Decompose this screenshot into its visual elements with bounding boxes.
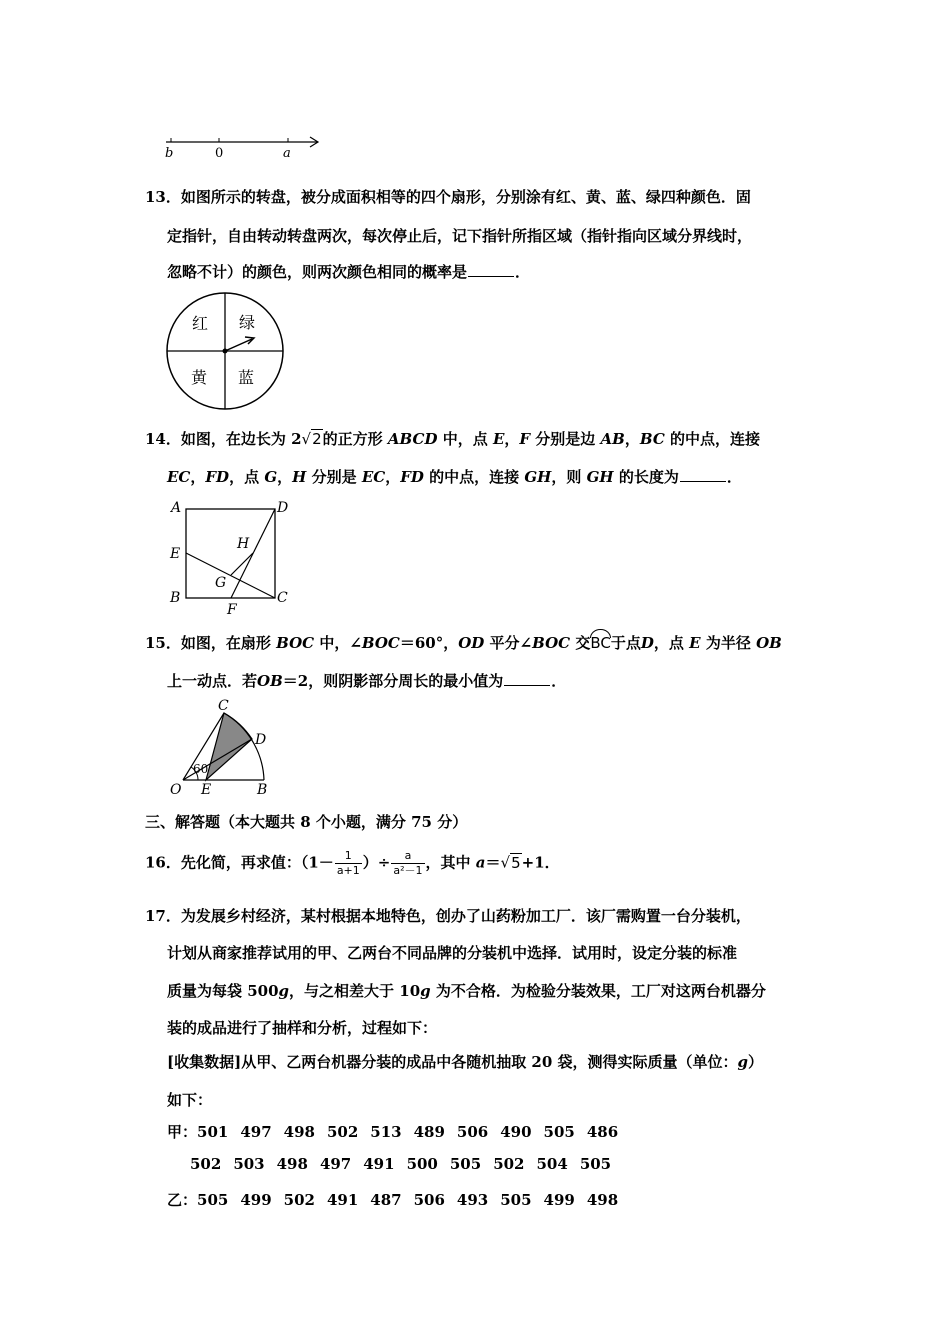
fraction-1: $\frac{1}{a+1}$	[336, 849, 360, 877]
yi-row-1: 乙：505 499 502 491 487 506 493 505 499 498	[167, 1191, 619, 1209]
label-D: D	[255, 732, 267, 748]
q14-line2: EC，FD，点 G，H 分别是 EC，FD 的中点，连接 GH，则 GH 的长度为 ．	[167, 468, 742, 486]
label-b: b	[165, 146, 174, 161]
answer-blank[interactable]	[504, 673, 550, 686]
q15-line2: 上一动点．若OB＝2，则阴影部分周长的最小值为 ．	[167, 672, 567, 690]
yi-label: 乙：	[167, 1191, 198, 1209]
label-F: F	[227, 602, 237, 618]
label-B: B	[257, 782, 268, 798]
sector-blue: 蓝	[238, 368, 255, 387]
angle-60: 60	[193, 762, 209, 776]
q13-line3	[167, 261, 530, 282]
jia-row-1: 甲：501 497 498 502 513 489 506 490 505 486	[167, 1123, 619, 1141]
sqrt-5: √5	[500, 853, 521, 872]
label-D: D	[277, 500, 289, 516]
sector-yellow: 黄	[191, 368, 208, 387]
label-B: B	[170, 590, 181, 606]
arc-bc: BC	[590, 634, 611, 652]
sector-figure	[165, 696, 280, 798]
q14-text: 14．如图，在边长为 2	[145, 430, 302, 448]
number-line-figure	[160, 132, 330, 164]
jia-label: 甲：	[167, 1123, 198, 1141]
answer-blank[interactable]	[468, 264, 514, 277]
section-3-heading: 三、解答题（本大题共 8 个小题，满分 75 分）	[145, 813, 468, 831]
q17-line5: [收集数据]从甲、乙两台机器分装的成品中各随机抽取 20 袋，测得实际质量（单位：g）	[167, 1053, 764, 1071]
q13-line2: 定指针，自由转动转盘两次，每次停止后，记下指针所指区域（指针指向区域分界线时，	[167, 227, 753, 245]
q17-line1: 17．为发展乡村经济，某村根据本地特色，创办了山药粉加工厂．该厂需购置一台分装机，	[145, 907, 751, 925]
label-E: E	[170, 546, 181, 562]
label-A: A	[171, 500, 182, 516]
jia-row-2: 502 503 498 497 491 500 505 502 504 505	[190, 1155, 612, 1173]
sqrt-2: √2	[301, 430, 322, 448]
q15-line1: 15．如图，在扇形 BOC 中，∠BOC＝60°，OD 平分∠BOC 交BC于点D，点 E 为半径 OB	[145, 634, 782, 652]
label-a: a	[283, 146, 291, 161]
label-C: C	[218, 698, 229, 714]
q13-line1: 13．如图所示的转盘，被分成面积相等的四个扇形，分别涂有红、黄、蓝、绿四种颜色．固	[145, 188, 751, 206]
q14-line1: 14．如图，在边长为 2√2的正方形 ABCD 中，点 E，F 分别是边 AB，BC 的中点，连接	[145, 430, 761, 448]
label-0: 0	[215, 146, 224, 161]
spinner-figure	[162, 290, 288, 416]
label-O: O	[170, 782, 182, 798]
q17-line6: 如下：	[167, 1091, 213, 1109]
label-H: H	[237, 536, 250, 552]
q17-line3: 质量为每袋 500g，与之相差大于 10g 为不合格．为检验分装效果，工厂对这两台机器分	[167, 982, 766, 1000]
label-G: G	[215, 575, 227, 591]
square-figure	[165, 496, 300, 618]
q13-line3-text: 忽略不计）的颜色，则两次颜色相同的概率是	[167, 263, 468, 281]
fraction-2: $\frac{a}{\text{a²－1}}$	[393, 849, 423, 877]
q16-line: 16．先化简，再求值：（1－ $\frac{1}{a+1}$ ）÷ $\frac{a}{\text{a²－1}}$ ，其中 a＝√5+1．	[145, 849, 560, 877]
answer-blank[interactable]	[680, 469, 726, 482]
q17-line2: 计划从商家推荐试用的甲、乙两台不同品牌的分装机中选择．试用时，设定分装的标准	[167, 944, 738, 962]
label-C: C	[277, 590, 288, 606]
q13-line3-end: ．	[515, 263, 531, 281]
label-E: E	[201, 782, 212, 798]
q17-line4: 装的成品进行了抽样和分析，过程如下：	[167, 1019, 438, 1037]
sector-red: 红	[192, 314, 209, 333]
sector-green: 绿	[239, 313, 256, 332]
